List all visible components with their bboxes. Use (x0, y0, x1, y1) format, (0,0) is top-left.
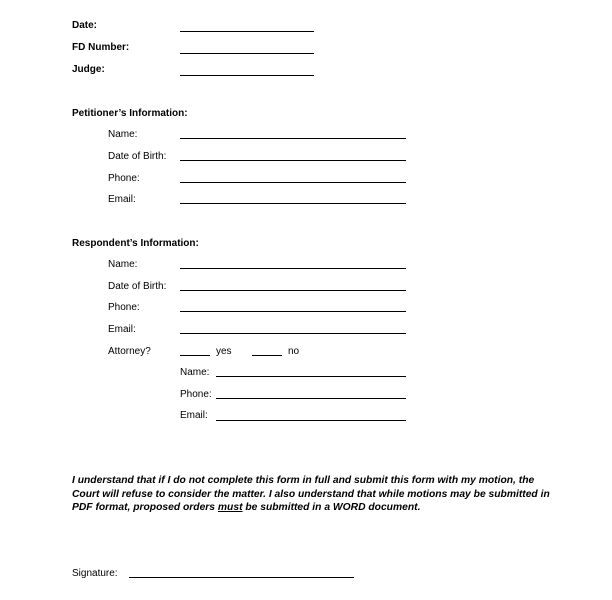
attorney-email-label: Email: (180, 410, 208, 421)
attorney-no-label: no (288, 346, 300, 357)
signature-field[interactable] (129, 577, 354, 578)
attorney-phone-field[interactable] (216, 398, 406, 399)
petitioner-heading: Petitioner’s Information: (72, 108, 188, 119)
fd-number-field[interactable] (180, 53, 314, 54)
petitioner-email-label: Email: (108, 194, 136, 205)
attorney-label: Attorney? (108, 346, 151, 357)
notice-emphasis: must (217, 502, 243, 513)
respondent-name-field[interactable] (180, 268, 406, 269)
petitioner-phone-label: Phone: (108, 173, 140, 184)
date-field[interactable] (180, 31, 314, 32)
notice-text-part1: I understand that if I do not complete this form in full and submit this form with my motion, the Court will refuse to consider the matter. I also understand that while motions may be submitted in PDF format, proposed orders (72, 475, 550, 513)
date-label: Date: (72, 20, 98, 31)
attorney-no-field[interactable] (252, 355, 282, 356)
notice-paragraph (72, 474, 552, 515)
petitioner-name-label: Name: (108, 129, 138, 140)
respondent-email-field[interactable] (180, 333, 406, 334)
respondent-phone-label: Phone: (108, 302, 140, 313)
respondent-email-label: Email: (108, 324, 136, 335)
attorney-name-field[interactable] (216, 376, 406, 377)
petitioner-name-field[interactable] (180, 138, 406, 139)
notice-text-part2: be submitted in a WORD document. (242, 502, 421, 513)
judge-field[interactable] (180, 75, 314, 76)
signature-label: Signature: (72, 568, 118, 579)
petitioner-dob-field[interactable] (180, 160, 406, 161)
attorney-yes-field[interactable] (180, 355, 210, 356)
petitioner-phone-field[interactable] (180, 182, 406, 183)
respondent-dob-field[interactable] (180, 290, 406, 291)
judge-label: Judge: (72, 64, 105, 75)
respondent-dob-label: Date of Birth: (108, 281, 167, 292)
petitioner-email-field[interactable] (180, 203, 406, 204)
respondent-name-label: Name: (108, 259, 138, 270)
attorney-phone-label: Phone: (180, 389, 212, 400)
attorney-yes-label: yes (216, 346, 232, 357)
respondent-heading: Respondent’s Information: (72, 238, 199, 249)
petitioner-dob-label: Date of Birth: (108, 151, 167, 162)
attorney-name-label: Name: (180, 367, 210, 378)
respondent-phone-field[interactable] (180, 311, 406, 312)
attorney-email-field[interactable] (216, 420, 406, 421)
fd-number-label: FD Number: (72, 42, 130, 53)
